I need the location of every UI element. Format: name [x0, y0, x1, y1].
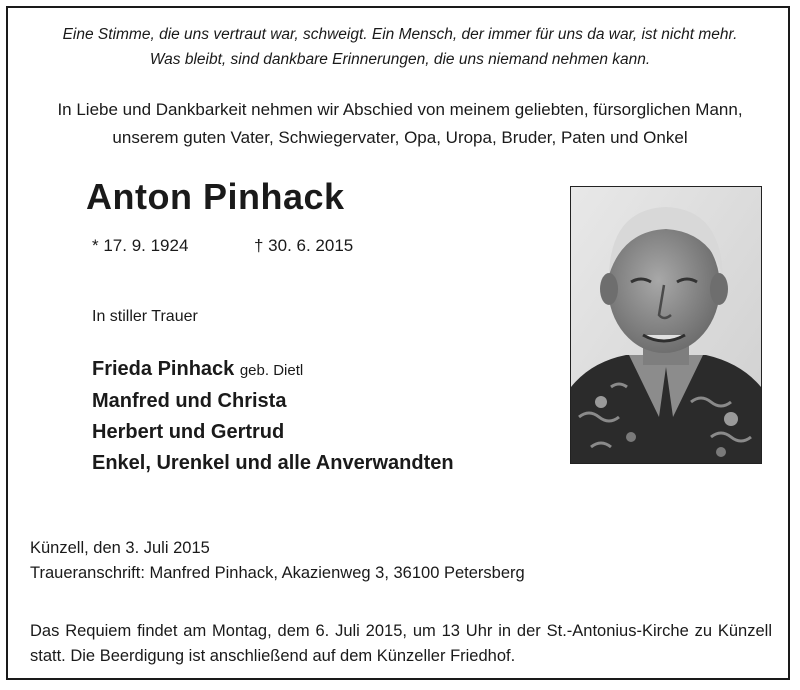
family-line: Enkel, Urenkel und alle Anverwandten — [92, 452, 454, 474]
family-line — [92, 354, 454, 386]
family-line: Herbert und Gertrud — [92, 421, 285, 443]
death-date: † 30. 6. 2015 — [254, 236, 354, 255]
intro-line-1: In Liebe und Dankbarkeit nehmen wir Abschied von meinem geliebten, fürsorglichen Mann, — [57, 100, 743, 119]
deceased-name: Anton Pinhack — [86, 176, 345, 217]
family-line: Manfred und Christa — [92, 390, 287, 412]
intro-line-2: unserem guten Vater, Schwiegervater, Opa, Uropa, Bruder, Paten und Onkel — [112, 128, 688, 147]
portrait-photo — [570, 186, 762, 464]
mourning-label: In stiller Trauer — [92, 308, 198, 325]
motto — [0, 22, 800, 72]
birth-date: * 17. 9. 1924 — [92, 236, 189, 255]
requiem-info: Das Requiem findet am Montag, dem 6. Juli 2015, um 13 Uhr in der St.-Antonius-Kirche zu Künzell statt. Die Beerdigung ist anschließend auf dem Künzeller Friedhof. — [30, 622, 772, 665]
widow-name: Frieda Pinhack — [92, 358, 235, 380]
motto-line-1: Eine Stimme, die uns vertraut war, schweigt. Ein Mensch, der immer für uns da war, ist nicht mehr. — [62, 26, 738, 43]
place-and-date: Künzell, den 3. Juli 2015 — [30, 539, 210, 557]
family-list — [92, 354, 454, 479]
intro-text — [0, 96, 800, 152]
mourning-address: Traueranschrift: Manfred Pinhack, Akazienweg 3, 36100 Petersberg — [30, 564, 525, 582]
portrait-image — [571, 187, 761, 463]
maiden-name-note: geb. Dietl — [239, 362, 304, 379]
motto-line-2: Was bleibt, sind dankbare Erinnerungen, die uns niemand nehmen kann. — [149, 51, 651, 68]
